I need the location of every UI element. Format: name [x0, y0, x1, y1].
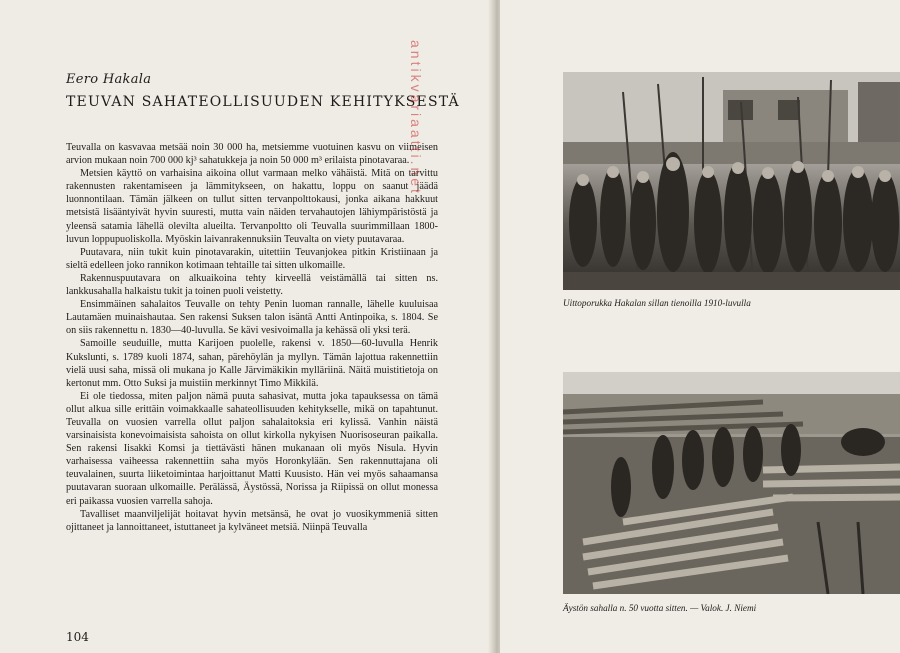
paragraph: Ensimmäinen sahalaitos Teuvalle on tehty Penin luoman rannalle, lähelle kuuluisaa Lautamäen muinaishautaa. Sen rakensi Suksen talon isäntä Antti Antinpoika, s. 1804. Se on siis rakennettu n. 1830—40-luvulla. Se kävi vesivoimalla ja kehässä oli yksi terä. [66, 299, 438, 337]
watermark-text: antikvariaatti.net [408, 40, 424, 196]
photo-log-floating-crew [563, 72, 900, 290]
paragraph: Puutavara, niin tukit kuin pinotavarakin, uitettiin Teuvanjokea pitkin Kristiinaan ja sieltä edelleen joko rannikon kotimaan tehtaille tai sitten ulkomaille. [66, 246, 438, 271]
paragraph: Rakennuspuutavara on alkuaikoina tehty kirveellä veistämällä tai sitten ns. lankkusahalla halkaistu tukit ja toinen puoli veistetty. [66, 272, 438, 298]
paragraph: Tavalliset maanviljelijät hoitavat hyvin metsänsä, he ovat jo vuosikymmeniä sitten ojittaneet ja lannoittaneet, istuttaneet ja kylväneet metsiä. Niinpä Teuvalla [66, 508, 438, 533]
article-title: TEUVAN SAHATEOLLISUUDEN KEHITYKSESTÄ [66, 94, 460, 110]
author-name: Eero Hakala [66, 72, 152, 87]
paragraph: Metsien käyttö on varhaisina aikoina ollut varmaan melko vähäistä. Mitä on tarvittu rakennusten rakentamiseen ja lämmitykseen, on hakattu, loppu on saanut jäädä luonnontilaan. Tämän jälkeen on tullut sitten tervanpolttokausi, jonka aikana hakkuut metsistä lisääntyivät hyvin suuresti, mutta vain näiden tervahautojen lähiympäristöstä ja yleensä satamia lähellä olevilta alueilta. Tervanpoltto oli Teuvalla suurimmillaan 1800-luvun loppupuoliskolla. Myöskin laivanrakennuksiin Teuvalta on viety puutavaraa. [66, 168, 438, 245]
page-number: 104 [66, 630, 89, 644]
paragraph: Samoille seuduille, mutta Karijoen puolelle, rakensi v. 1850—60-luvulla Henrik Kukslunti, s. 1789 kuoli 1874, sahan, pärehöylän ja myllyn. Tämän lajottua rakennettiin vielä uusi saha, missä oli mukana jo Kalle Järvimäkikin mylläriinä. Näitä muistitietoja on kertonut mm. Otto Suksi ja muistiin merkinnyt Timo Mikkilä. [66, 338, 438, 389]
photo-caption-top: Uittoporukka Hakalan sillan tienoilla 1910-luvulla [563, 298, 751, 308]
paragraph: Teuvalla on kasvavaa metsää noin 30 000 ha, metsiemme vuotuinen kasvu on viimeisen arvion mukaan noin 700 000 kj³ sahatukkeja ja noin 50 000 m³ erilaista pinotavaraa. [66, 142, 438, 167]
paragraph: Ei ole tiedossa, miten paljon nämä puuta sahasivat, mutta joka tapauksessa on tämä ollut alkua sille erittäin voimakkaalle sahateollisuuden kehitykselle, mikä on tapahtunut. Teuvalla on vuosien varrella ollut paljon sahalaitoksia eri kylissä. Vanhin näistä varsinaisista konevoimaisista sahoista on ollut kirkolla nykyisen Nuorisoseuran paikalla. Sen rakensi Iisakki Komsi ja tiettävästi hänen mukanaan oli myös Nisula. Hyvin varhaisessa vaiheessa rakennettiin saha myös Horonkylään. Sen rakennuttajana oli teuvalainen, suurta liiketoimintaa harjoittanut Matti Kuusisto. Hän vei myös sahaamansa puutavaran suoraan ulkomaille. Perälässä, Äystössä, Norissa ja Riipissä on ollut monessa eri paikassa vuosien varrella sahoja. [66, 390, 438, 507]
photo-caption-bottom: Äystön sahalla n. 50 vuotta sitten. — Valok. J. Niemi [563, 603, 757, 613]
article-body [66, 141, 438, 534]
photo-sawmill-yard [563, 372, 900, 594]
